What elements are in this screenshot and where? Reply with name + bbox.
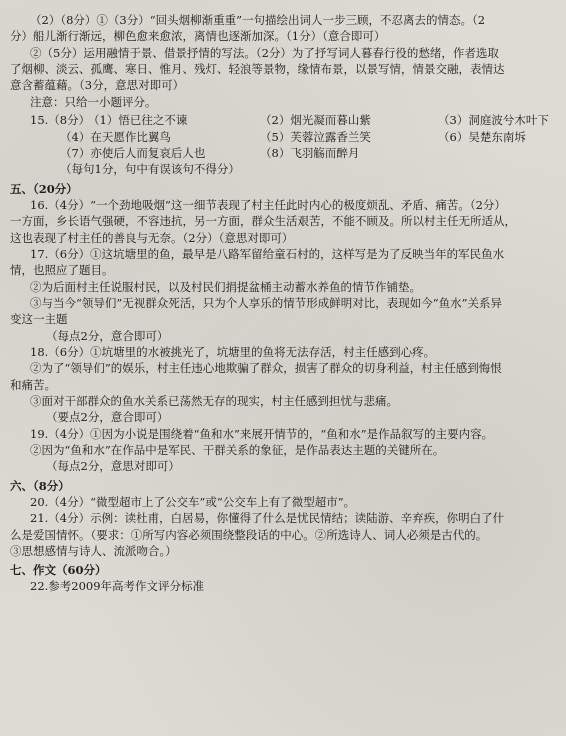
- text-line: 16.（4分）“一个劲地吸烟”这一细节表现了村主任此时内心的极度烦乱、矛盾、痛苦。（2分）: [30, 197, 506, 212]
- text-line: ②因为“鱼和水”在作品中是军民、干群关系的象征，是作品表达主题的关键所在。: [30, 442, 445, 457]
- text-line: ③与当今“领导们”无视群众死活，只为个人享乐的情节形成鲜明对比，表现如今“鱼水”关系异: [30, 295, 503, 310]
- text-line: （每点2分，意合即可）: [46, 328, 169, 343]
- text-line: 18.（6分）①坑塘里的水被挑光了，坑塘里的鱼将无法存活，村主任感到心疼。: [30, 344, 436, 359]
- q15-item: （4）在天愿作比翼鸟: [60, 129, 171, 144]
- text-line: ②为后面村主任说服村民，以及村民们捐提盆桶主动蓄水养鱼的情节作铺垫。: [30, 279, 421, 294]
- q15-item: （2）烟光凝而暮山紫: [260, 113, 371, 128]
- section-7-heading: 七、作文（60分）: [10, 563, 107, 578]
- q15-item: （8）飞羽觞而醉月: [260, 145, 360, 160]
- text-line: 意含蓄蕴藉。（3分，意思对即可）: [10, 78, 185, 93]
- text-line: 一方面，乡长语气强硬，不容违抗，另一方面，群众生活艰苦，不能不顾及。所以村主任无所适从，: [10, 214, 516, 229]
- text-line: ②为了“领导们”的娱乐，村主任违心地欺骗了群众，损害了群众的切身利益，村主任感到悔恨: [30, 361, 502, 376]
- text-line: 了烟柳、淡云、孤鹰、寒日、惟月、残灯、轻浪等景物，缘情布景，以景写情，情景交融，表情达: [10, 61, 505, 76]
- text-line: 22.参考2009年高考作文评分标准: [30, 579, 205, 594]
- text-line: 20.（4分）“微型超市上了公交车”或“公交车上有了微型超市”。: [30, 494, 356, 509]
- text-line: 么是爱国情怀。（要求：①所写内容必须围绕整段话的中心。②所选诗人、词人必须是古代的。: [10, 527, 488, 542]
- text-line: 变这一主题: [10, 312, 68, 327]
- text-line: （每点2分，意思对即可）: [46, 459, 180, 474]
- text-line: 分）船儿渐行渐远，柳色愈来愈浓，离情也逐渐加深。（1分）（意合即可）: [10, 29, 386, 44]
- text-line: ②（5分）运用融情于景、借景抒情的写法。（2分）为了抒写词人暮春行役的愁绪，作者选取: [30, 45, 499, 60]
- text-line: 这也表现了村主任的善良与无奈。（2分）（意思对即可）: [10, 230, 294, 245]
- q15-item: （6）吴楚东南坼: [438, 129, 526, 144]
- q15-answers: [10, 112, 556, 161]
- text-line: ③面对干部群众的鱼水关系已荡然无存的现实，村主任感到担忧与悲痛。: [30, 393, 398, 408]
- q15-note: （每句1分，句中有误该句不得分）: [60, 162, 240, 177]
- text-line: 情，也照应了题目。: [10, 263, 114, 278]
- q15-item: （5）芙蓉泣露香兰笑: [260, 129, 371, 144]
- q15-item: （1）悟已往之不谏: [88, 113, 188, 128]
- text-line: 注意：只给一小题评分。: [30, 94, 157, 109]
- q15-item: （7）亦使后人而复哀后人也: [60, 145, 206, 160]
- text-line: （2）（8分）①（3分）“回头烟柳渐重重”一句描绘出词人一步三顾，不忍离去的情态。（2: [30, 13, 486, 27]
- text-line: 19.（4分）①因为小说是围绕着“鱼和水”来展开情节的，“鱼和水”是作品叙写的主要内容。: [30, 426, 494, 441]
- text-line: ③思想感情与诗人、流派吻合。）: [10, 543, 177, 558]
- q15-header: 15.（8分）: [30, 112, 91, 127]
- text-line: 21.（4分）示例：读杜甫，白居易，你懂得了什么是忧民情结；读陆游、辛弃疾，你明白了什: [30, 511, 505, 526]
- section-5-heading: 五、（20分）: [10, 181, 78, 196]
- text-line: 和痛苦。: [10, 377, 56, 392]
- q15-item: （3）洞庭波兮木叶下: [438, 113, 549, 128]
- text-line: （要点2分，意合即可）: [46, 410, 169, 425]
- text-line: 17.（6分）①这坑塘里的鱼，最早是八路军留给童石村的，这样写是为了反映当年的军民鱼水: [30, 246, 505, 261]
- section-6-heading: 六、（8分）: [10, 478, 70, 493]
